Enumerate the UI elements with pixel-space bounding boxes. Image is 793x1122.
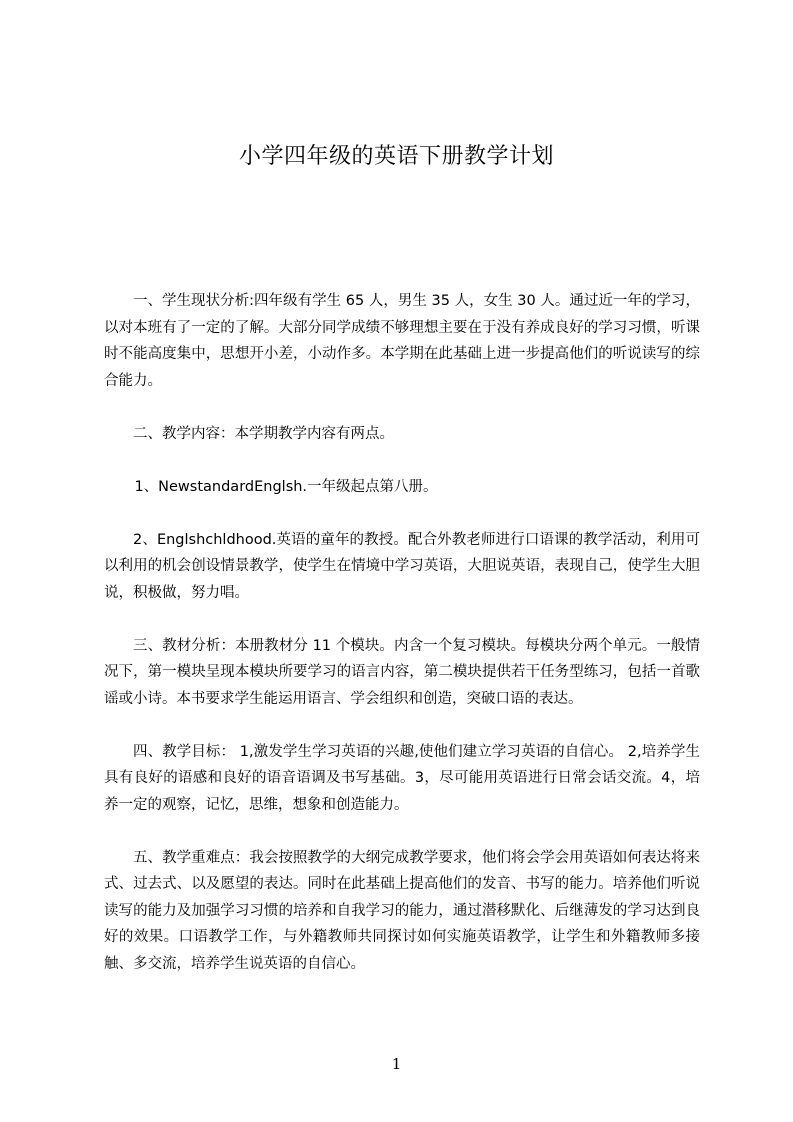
paragraph-teaching-content: 二、教学内容：本学期教学内容有两点。 [133,425,394,442]
paragraph-content-item-1: 1、NewstandardEnglsh.一年级起点第八册。 [134,478,438,495]
document-body [104,288,700,1004]
paragraph-key-difficulties: 五、教学重难点：我会按照教学的大纲完成教学要求，他们将会学会用英语如何表达将来式、过去式、以及愿望的表达。同时在此基础上提高他们的发音、书写的能力。培养他们听说读写的能力及加强学习习惯的培养和自我学习的能力，通过潜移默化、后继薄发的学习达到良好的效果。口语教学工作，与外籍教师共同探讨如何实施英语教学，让学生和外籍教师多接触、多交流，培养学生说英语的自信心。 [104,849,700,972]
paragraph-textbook-analysis: 三、教材分析：本册教材分 11 个模块。内含一个复习模块。每模块分两个单元。一般情况下，第一模块呈现本模块所要学习的语言内容，第二模块提供若干任务型练习，包括一首歌谣或小诗。本书要求学生能运用语言、学会组织和创造，突破口语的表达。 [104,637,700,707]
page-number: 1 [391,1055,402,1073]
paragraph-teaching-goals: 四、教学目标： 1,激发学生学习英语的兴趣,使他们建立学习英语的自信心。 2,培养学生具有良好的语感和良好的语音语调及书写基础。3，尽可能用英语进行日常会话交流。4，培养一定的观察，记忆，思维，想象和创造能力。 [104,743,700,813]
paragraph-student-analysis: 一、学生现状分析:四年级有学生 65 人，男生 35 人，女生 30 人。通过近一年的学习，以对本班有了一定的了解。大部分同学成绩不够理想主要在于没有养成良好的学习习惯，听课时不能高度集中，思想开小差，小动作多。本学期在此基础上进一步提高他们的听说读写的综合能力。 [104,293,700,389]
paragraph-content-item-2: 2、Englshchldhood.英语的童年的教授。配合外教老师进行口语课的教学活动，利用可以利用的机会创设情景教学，使学生在情境中学习英语，大胆说英语，表现自己，使学生大胆说，积极做，努力唱。 [104,531,700,601]
document-title: 小学四年级的英语下册教学计划 [238,144,554,169]
